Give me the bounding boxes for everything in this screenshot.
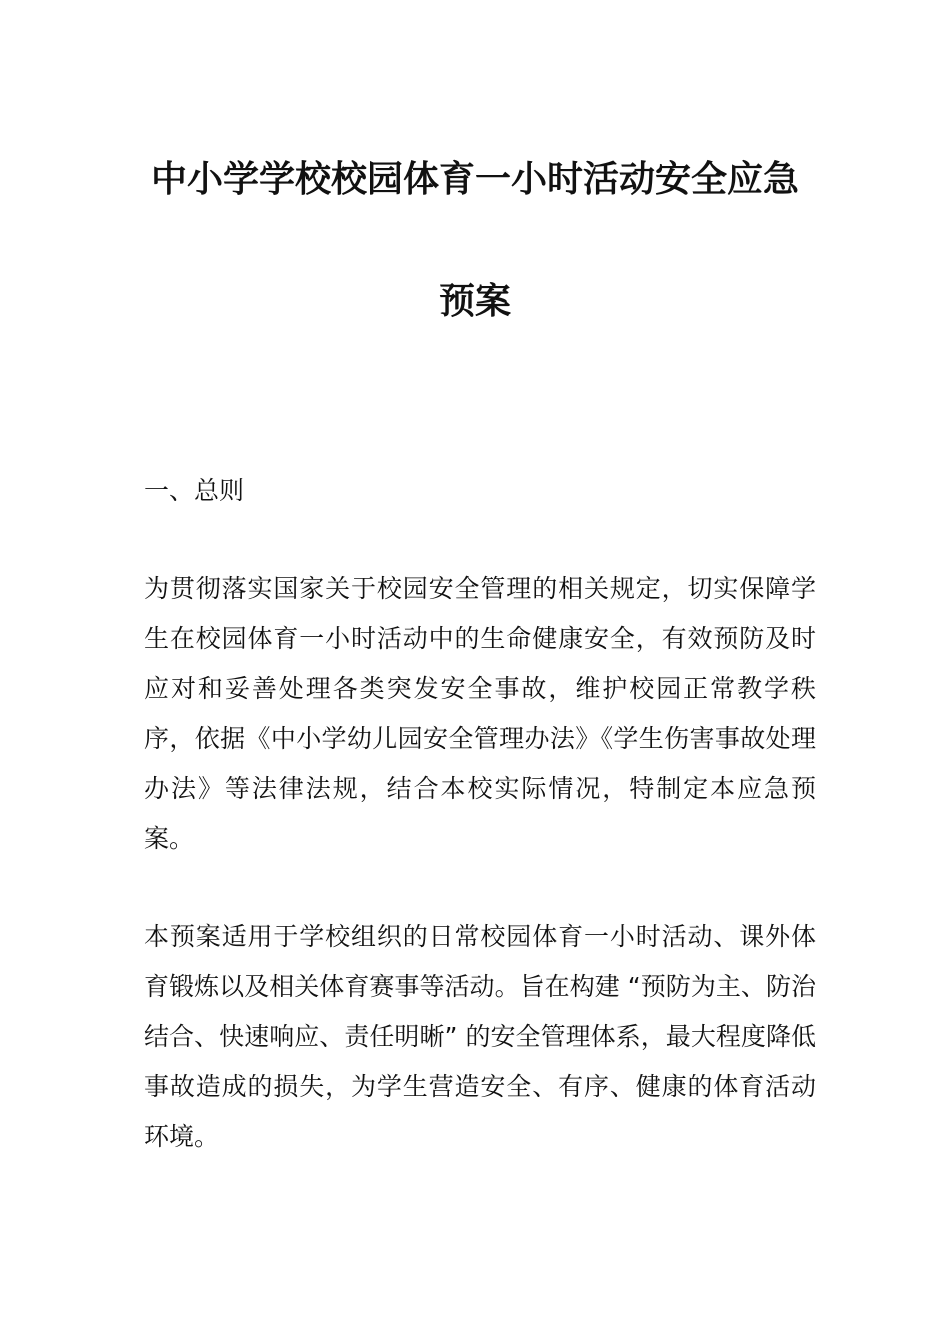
document-body [144,466,816,1210]
document-title [100,148,850,334]
title-line-2: 预案 [438,281,511,322]
paragraph-2: 本预案适用于学校组织的日常校园体育一小时活动、课外体育锻炼以及相关体育赛事等活动。旨在构建 “预防为主、防治结合、快速响应、责任明晰” 的安全管理体系，最大程度降低事故造成的损失，为学生营造安全、有序、健康的体育活动环境。 [144,922,816,1151]
title-line-1: 中小学学校校园体育一小时活动安全应急 [150,159,799,200]
section-heading: 一、总则 [144,476,245,505]
paragraph-1: 为贯彻落实国家关于校园安全管理的相关规定，切实保障学生在校园体育一小时活动中的生命健康安全，有效预防及时应对和妥善处理各类突发安全事故，维护校园正常教学秩序，依据《中小学幼儿园安全管理办法》《学生伤害事故处理办法》等法律法规，结合本校实际情况，特制定本应急预案。 [144,574,816,853]
